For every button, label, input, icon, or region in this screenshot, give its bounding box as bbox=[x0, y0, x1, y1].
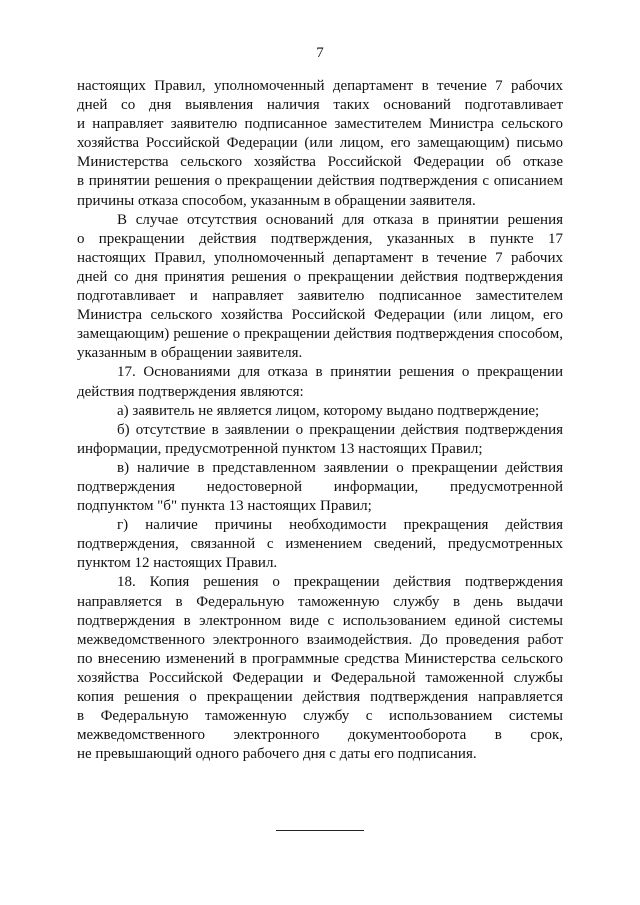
text-line: о прекращении действия подтверждения, указанных в пункте 17 bbox=[77, 230, 563, 247]
text-line: настоящих Правил, уполномоченный департамент в течение 7 рабочих bbox=[77, 249, 563, 266]
text-line: подпунктом "б" пункта 13 настоящих Правил; bbox=[77, 498, 372, 515]
text-line: и направляет заявителю подписанное заместителем Министра сельского bbox=[77, 116, 563, 133]
text-line: б) отсутствие в заявлении о прекращении действия подтверждения bbox=[117, 421, 563, 438]
text-line: копия решения о прекращении действия подтверждения направляется bbox=[77, 689, 563, 705]
text-line: Министра сельского хозяйства Российской Федерации (или лицом, его bbox=[77, 307, 563, 324]
text-line: дней со дня принятия решения о прекращении действия подтверждения bbox=[77, 268, 563, 285]
text-line: В случае отсутствия оснований для отказа в принятии решения bbox=[117, 211, 563, 228]
text-line: г) наличие причины необходимости прекращения действия bbox=[117, 517, 563, 534]
text-line: межведомственного электронного документооборота в срок, bbox=[77, 727, 563, 744]
text-line: замещающим) решение о прекращении действия подтверждения способом, bbox=[77, 326, 563, 343]
page-number: 7 bbox=[316, 45, 324, 61]
body-text bbox=[77, 77, 563, 764]
footer-rule bbox=[276, 830, 364, 831]
text-line: дней со дня выявления наличия таких оснований подготавливает bbox=[77, 97, 563, 114]
text-line: по внесению изменений в программные средства Министерства сельского bbox=[77, 650, 563, 667]
text-line: хозяйства Российской Федерации (или лицом, его замещающим) письмо bbox=[77, 135, 563, 152]
text-line: в Федеральную таможенную службу с использованием системы bbox=[77, 708, 563, 725]
text-line: причины отказа способом, указанным в обращении заявителя. bbox=[77, 192, 476, 209]
text-line: подтверждения в электронном виде с использованием единой системы bbox=[77, 612, 563, 629]
text-line: подготавливает и направляет заявителю подписанное заместителем bbox=[77, 288, 563, 305]
text-line: 18. Копия решения о прекращении действия подтверждения bbox=[117, 574, 563, 591]
text-line: в принятии решения о прекращении действия подтверждения с описанием bbox=[77, 173, 563, 190]
text-line: хозяйства Российской Федерации и Федеральной таможенной службы bbox=[77, 669, 563, 686]
text-line: в) наличие в представленном заявлении о прекращении действия bbox=[117, 459, 563, 476]
text-line: межведомственного электронного взаимодействия. До проведения работ bbox=[77, 631, 563, 648]
text-line: не превышающий одного рабочего дня с даты его подписания. bbox=[77, 746, 477, 763]
text-line: подтверждения недостоверной информации, предусмотренной bbox=[77, 478, 563, 495]
text-line: а) заявитель не является лицом, которому выдано подтверждение; bbox=[117, 402, 540, 419]
text-line: пунктом 12 настоящих Правил. bbox=[77, 555, 278, 572]
text-line: подтверждения, связанной с изменением сведений, предусмотренных bbox=[77, 536, 563, 553]
text-line: 17. Основаниями для отказа в принятии решения о прекращении bbox=[117, 364, 563, 381]
text-line: направляется в Федеральную таможенную службу в день выдачи bbox=[77, 593, 563, 610]
text-line: действия подтверждения являются: bbox=[77, 383, 304, 400]
text-line: информации, предусмотренной пунктом 13 настоящих Правил; bbox=[77, 440, 483, 457]
text-line: указанным в обращении заявителя. bbox=[77, 345, 303, 362]
text-line: настоящих Правил, уполномоченный департамент в течение 7 рабочих bbox=[77, 78, 563, 94]
text-line: Министерства сельского хозяйства Российской Федерации об отказе bbox=[77, 154, 563, 171]
